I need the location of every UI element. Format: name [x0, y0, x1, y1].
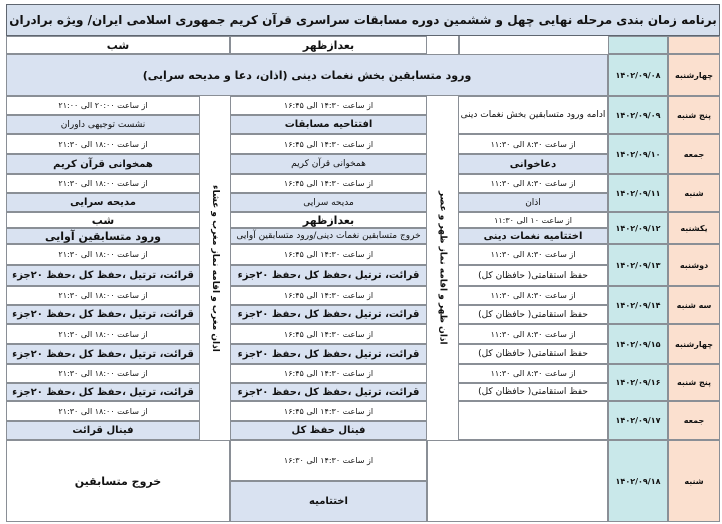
- day-cell: [668, 54, 720, 96]
- header-afternoon-text: بعدازظهر: [302, 38, 355, 52]
- night-activity: [6, 228, 200, 244]
- afternoon-activity: [230, 265, 427, 286]
- night-time-text: از ساعت ۲۰:۰۰ الی ۲۱:۰۰: [58, 101, 148, 110]
- afternoon-activity: [230, 305, 427, 324]
- day-text: شنبه: [684, 188, 704, 198]
- morning-activity-text: حفظ استقامتی( حافظان کل): [478, 387, 588, 397]
- morning-time: [458, 364, 608, 383]
- day-cell: [668, 401, 720, 440]
- afternoon-time: [230, 174, 427, 193]
- date-text: ۱۴۰۲/۰۹/۱۲: [615, 223, 661, 233]
- night-time-text: از ساعت ۱۸:۰۰ الی ۲۱:۳۰: [58, 179, 148, 188]
- header-morning: [458, 36, 460, 54]
- afternoon-time-text: از ساعت ۱۴:۳۰ الی ۱۶:۴۵: [283, 329, 374, 339]
- day-cell: [668, 364, 720, 401]
- day-text: یکشنبه: [680, 223, 708, 233]
- afternoon-activity-text: همخوانی قرآن کریم: [291, 159, 366, 169]
- day-text: چهارشنبه: [675, 70, 713, 80]
- day-cell: [668, 134, 720, 174]
- day-text: پنج شنبه: [676, 110, 712, 120]
- morning-time: [458, 324, 608, 344]
- afternoon-activity: [230, 383, 427, 401]
- night-activity-text: قرائت، ترتیل ،حفظ کل ،حفظ ۲۰جزء: [12, 348, 194, 360]
- morning-activity: [458, 228, 608, 244]
- date-text: ۱۴۰۲/۰۹/۰۸: [615, 70, 661, 80]
- header-morning-text: [458, 39, 460, 52]
- night-activity-text: نشست توجیهی داوران: [60, 119, 146, 130]
- night-time: [6, 364, 200, 383]
- day-text: جمعه: [683, 416, 705, 425]
- night-time: [6, 244, 200, 265]
- afternoon-subheader-text: بعدازظهر: [302, 213, 355, 227]
- night-activity: [6, 421, 200, 440]
- afternoon-time-text: از ساعت ۱۴:۳۰ الی ۱۶:۴۵: [283, 291, 374, 300]
- closing-activity-text: اختتامیه: [309, 496, 348, 507]
- morning-activity-text: دعاخوانی: [509, 158, 557, 170]
- day-cell: [668, 440, 720, 522]
- night-subheader-text: شب: [91, 213, 115, 227]
- afternoon-time: [230, 324, 427, 344]
- morning-time-text: از ساعت ۸:۳۰ الی ۱۱:۳۰: [490, 179, 576, 188]
- night-activity: [6, 154, 200, 174]
- morning-activity: [458, 383, 608, 401]
- morning-activity-text: اختتامیه نغمات دینی: [483, 230, 583, 242]
- day-text: شنبه: [684, 476, 704, 486]
- night-time-text: از ساعت ۱۸:۰۰ الی ۲۱:۳۰: [58, 250, 148, 259]
- morning-time-text: از ساعت ۸:۳۰ الی ۱۱:۳۰: [490, 369, 576, 378]
- afternoon-activity-text: مدیحه سرایی: [303, 197, 354, 208]
- afternoon-time-text: از ساعت ۱۴:۳۰ الی ۱۶:۴۵: [283, 406, 374, 416]
- afternoon-activity: [230, 344, 427, 364]
- afternoon-activity-text: قرائت، ترتیل ،حفظ کل ،حفظ ۲۰جزء: [237, 309, 420, 320]
- date-cell: [608, 324, 668, 364]
- morning-activity: [458, 193, 608, 212]
- afternoon-activity-text: افتتاحیه مسابقات: [284, 119, 373, 130]
- day-text: جمعه: [683, 149, 705, 159]
- morning-cell-empty: [427, 440, 608, 522]
- morning-time-text: از ساعت ۸:۳۰ الی ۱۱:۳۰: [490, 139, 576, 149]
- morning-activity: [458, 154, 608, 174]
- night-time: [6, 174, 200, 193]
- night-activity: [6, 344, 200, 364]
- afternoon-time: [230, 244, 427, 265]
- day-cell: [668, 324, 720, 364]
- night-activity: [6, 115, 200, 134]
- afternoon-time: [230, 96, 427, 115]
- evening-prayer-note: [200, 96, 230, 440]
- morning-time: [458, 134, 608, 154]
- morning-activity-text: حفظ استقامتی( حافظان کل): [478, 349, 588, 359]
- night-time: [6, 324, 200, 344]
- closing-time: [230, 440, 427, 481]
- morning-time-text: از ساعت ۸:۳۰ الی ۱۱:۳۰: [490, 329, 576, 339]
- night-activity: [6, 305, 200, 324]
- closing-activity: [230, 481, 427, 522]
- afternoon-activity: [230, 421, 427, 440]
- night-time: [6, 134, 200, 154]
- date-text: ۱۴۰۲/۰۹/۱۷: [615, 416, 661, 425]
- date-text: ۱۴۰۲/۰۹/۱۸: [615, 476, 661, 486]
- date-text: ۱۴۰۲/۰۹/۱۱: [615, 188, 661, 198]
- morning-activity-text: اذان: [525, 197, 541, 208]
- date-cell: [608, 54, 668, 96]
- date-text: ۱۴۰۲/۰۹/۱۶: [615, 378, 661, 387]
- date-cell: [608, 134, 668, 174]
- date-text: ۱۴۰۲/۰۹/۱۴: [615, 300, 661, 310]
- afternoon-activity-text: قرائت، ترتیل ،حفظ کل ،حفظ ۲۰جزء: [237, 386, 420, 398]
- header-night: [6, 36, 230, 54]
- night-time: [6, 401, 200, 421]
- night-activity-text: همخوانی قرآن کریم: [53, 158, 153, 170]
- afternoon-activity-text: خروج متسابقین نغمات دینی/ورود متسابقین آوایی: [236, 231, 421, 241]
- night-time-text: از ساعت ۱۸:۰۰ الی ۲۱:۳۰: [58, 406, 148, 416]
- header-night-text: شب: [106, 38, 130, 52]
- afternoon-time-text: از ساعت ۱۴:۳۰ الی ۱۶:۴۵: [283, 101, 374, 110]
- day-text: دوشنبه: [679, 260, 709, 270]
- day-cell: [668, 212, 720, 244]
- date-text: ۱۴۰۲/۰۹/۱۰: [615, 149, 661, 159]
- date-cell: [608, 440, 668, 522]
- morning-time: [458, 286, 608, 305]
- night-time-text: از ساعت ۱۸:۰۰ الی ۲۱:۳۰: [58, 139, 148, 149]
- afternoon-activity: [230, 193, 427, 212]
- night-time-text: از ساعت ۱۸:۰۰ الی ۲۱:۳۰: [58, 291, 148, 300]
- date-text: ۱۴۰۲/۰۹/۱۳: [615, 260, 661, 270]
- header-day-blank: [668, 36, 720, 54]
- date-cell: [608, 401, 668, 440]
- morning-time-text: از ساعت ۱۰ الی ۱۱:۳۰: [494, 215, 572, 225]
- morning-activity-text: حفظ استقامتی( حافظان کل): [478, 270, 588, 281]
- night-time-text: از ساعت ۱۸:۰۰ الی ۲۱:۳۰: [58, 369, 148, 378]
- day-cell: [668, 96, 720, 134]
- night-activity-text: قرائت، ترتیل ،حفظ کل ،حفظ ۲۰جزء: [12, 386, 194, 398]
- afternoon-activity: [230, 154, 427, 174]
- arrival-merged-cell: [6, 54, 608, 96]
- departure-text: خروج متسابقین: [74, 474, 162, 488]
- afternoon-time-text: از ساعت ۱۴:۳۰ الی ۱۶:۴۵: [283, 250, 374, 259]
- day-text: سه شنبه: [676, 300, 712, 310]
- morning-time: [458, 244, 608, 265]
- night-time: [6, 96, 200, 115]
- afternoon-time-text: از ساعت ۱۴:۳۰ الی ۱۶:۴۵: [283, 179, 374, 188]
- afternoon-time: [230, 364, 427, 383]
- morning-activity-text: ادامه ورود متسابقین بخش نغمات دینی: [460, 110, 606, 120]
- day-text: چهارشنبه: [675, 339, 713, 349]
- afternoon-time: [230, 134, 427, 154]
- night-activity-text: فینال قرائت: [72, 425, 134, 436]
- afternoon-subheader: [230, 212, 427, 228]
- date-text: ۱۴۰۲/۰۹/۰۹: [615, 110, 661, 120]
- afternoon-time: [230, 286, 427, 305]
- day-cell: [668, 244, 720, 286]
- page-title-text: برنامه زمان بندی مرحله نهایی چهل و ششمین دوره مسابقات سراسری قرآن کریم جمهوری اسلامی ایران/ ویژه برادران: [9, 13, 717, 27]
- day-text: پنج شنبه: [676, 378, 712, 387]
- date-cell: [608, 286, 668, 324]
- afternoon-time-text: از ساعت ۱۴:۳۰ الی ۱۶:۴۵: [283, 369, 374, 378]
- date-cell: [608, 174, 668, 212]
- date-text: ۱۴۰۲/۰۹/۱۵: [615, 339, 661, 349]
- morning-time: [458, 212, 608, 228]
- morning-cell-empty: [458, 401, 608, 440]
- header-date-blank: [608, 36, 668, 54]
- night-activity: [6, 193, 200, 212]
- night-activity: [6, 383, 200, 401]
- afternoon-activity-text: قرائت، ترتیل ،حفظ کل ،حفظ ۲۰جزء: [237, 270, 420, 281]
- date-cell: [608, 364, 668, 401]
- header-afternoon: [230, 36, 427, 54]
- date-cell: [608, 244, 668, 286]
- afternoon-time-text: از ساعت ۱۴:۳۰ الی ۱۶:۴۵: [283, 139, 374, 149]
- afternoon-activity-text: قرائت، ترتیل ،حفظ کل ،حفظ ۲۰جزء: [237, 348, 420, 360]
- night-time-text: از ساعت ۱۸:۰۰ الی ۲۱:۳۰: [58, 329, 148, 339]
- night-activity-text: قرائت، ترتیل ،حفظ کل ،حفظ ۲۰جزء: [12, 270, 194, 281]
- night-activity-text: مدیحه سرایی: [70, 197, 136, 208]
- morning-cell: [458, 96, 608, 134]
- morning-time-text: از ساعت ۸:۳۰ الی ۱۱:۳۰: [490, 291, 576, 300]
- morning-activity: [458, 305, 608, 324]
- night-activity: [6, 265, 200, 286]
- afternoon-time: [230, 401, 427, 421]
- night-activity-text: قرائت، ترتیل ،حفظ کل ،حفظ ۲۰جزء: [12, 309, 194, 320]
- evening-prayer-text: اذان مغرب و اقامه نماز مغرب و عشاء: [210, 184, 220, 352]
- closing-time-text: از ساعت ۱۴:۳۰ الی ۱۶:۳۰: [283, 456, 374, 465]
- afternoon-activity-text: فینال حفظ کل: [291, 425, 366, 436]
- morning-activity: [458, 344, 608, 364]
- arrival-merged-text: ورود متسابقین بخش نغمات دینی (اذان، دعا و مدیحه سرایی): [142, 68, 472, 82]
- night-activity-text: ورود متسابقین آوایی: [45, 229, 162, 243]
- day-cell: [668, 174, 720, 212]
- date-cell: [608, 96, 668, 134]
- noon-prayer-text: اذان ظهر و اقامه نماز ظهر و عصر: [437, 191, 448, 345]
- morning-activity: [458, 265, 608, 286]
- departure-cell: [6, 440, 230, 522]
- morning-time-text: از ساعت ۸:۳۰ الی ۱۱:۳۰: [490, 250, 576, 259]
- afternoon-activity: [230, 228, 427, 244]
- night-subheader: [6, 212, 200, 228]
- morning-time: [458, 174, 608, 193]
- night-time: [6, 286, 200, 305]
- afternoon-activity: [230, 115, 427, 134]
- morning-activity-text: حفظ استقامتی( حافظان کل): [478, 309, 588, 320]
- day-cell: [668, 286, 720, 324]
- noon-prayer-note: [427, 96, 458, 440]
- date-cell: [608, 212, 668, 244]
- page-title: [6, 4, 720, 36]
